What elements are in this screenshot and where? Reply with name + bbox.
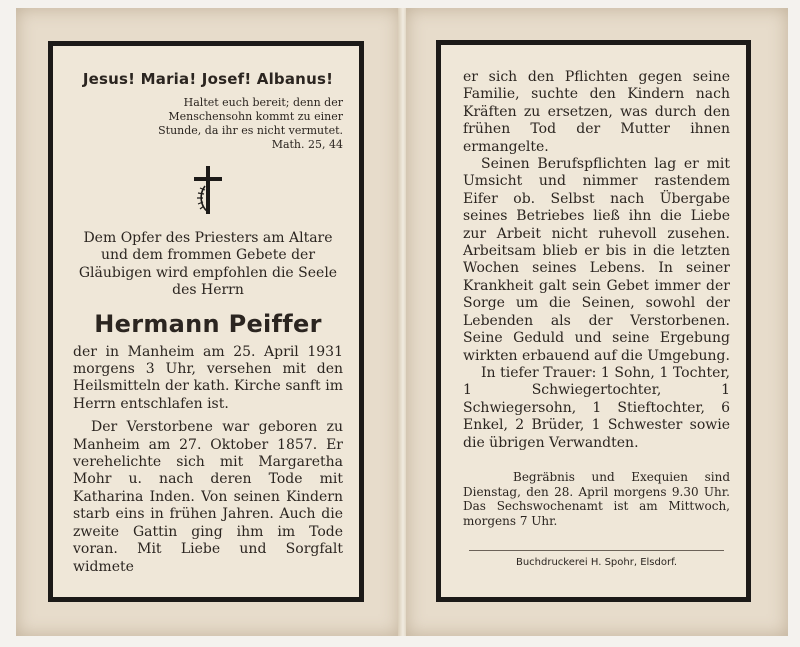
bible-verse xyxy=(73,96,343,152)
left-page xyxy=(16,8,400,636)
mourners-text: In tiefer Trauer: 1 Sohn, 1 Tochter, 1 Schwiegertochter, 1 Schwiegersohn, 1 Stieftochter, 6 Enkel, 2 Brüder, 1 Schwester sowie die übrigen Verwandten. xyxy=(463,364,730,451)
left-black-frame xyxy=(48,41,364,602)
verse-line: Menschensohn kommt zu einer xyxy=(168,110,343,123)
intro-text: Dem Opfer des Priesters am Altare und dem frommen Gebete der Gläubigen wird empfohlen die Seele des Herrn xyxy=(78,230,338,299)
left-content xyxy=(73,70,343,576)
funeral-notice: Begräbnis und Exequien sind Dienstag, den 28. April morgens 9.30 Uhr. Das Sechswochenamt ist am Mittwoch, morgens 7 Uhr. xyxy=(463,469,730,528)
death-text: der in Manheim am 25. April 1931 morgens 3 Uhr, versehen mit den Heilsmitteln der kath. Kirche sanft im Herrn entschlafen ist. xyxy=(73,343,343,412)
verse-line: Haltet euch bereit; denn der xyxy=(183,96,343,109)
printer-imprint: Buchdruckerei H. Spohr, Elsdorf. xyxy=(469,550,724,568)
right-content xyxy=(463,69,730,568)
verse-reference: Math. 25, 44 xyxy=(271,138,343,151)
right-black-frame xyxy=(436,40,751,602)
right-page xyxy=(406,8,788,636)
verse-line: Stunde, da ihr es nicht vermutet. xyxy=(158,124,343,137)
deceased-name: Hermann Peiffer xyxy=(94,309,322,338)
cross-with-palm-icon xyxy=(191,166,225,214)
biography-text: Der Verstorbene war geboren zu Manheim am 27. Oktober 1857. Er verehelichte sich mit Margaretha Mohr u. nach deren Tode mit Katharina Inden. Von seinen Kindern starb eins in frühen Jahren. Auch die zweite Gattin ging ihm im Tode voran. Mit Liebe und Sorgfalt widmete xyxy=(73,419,343,575)
work-text: Seinen Berufspflichten lag er mit Umsicht und nimmer rastendem Eifer ob. Selbst nach Übergabe seines Betriebes ließ ihn die Liebe zur Arbeit nicht ruhevoll zusehen. Arbeitsam blieb er bis in die letzten Wochen seines Lebens. In seiner Krankheit galt sein Gebet immer der Sorge um die Seinen, sowohl der Lebenden als der Verstorbenen. Seine Geduld und seine Ergebung wirkten erbauend auf die Umgebung. xyxy=(463,156,730,364)
motto: Jesus! Maria! Josef! Albanus! xyxy=(82,70,334,88)
family-duty-text: er sich den Pflichten gegen seine Familie, suchte den Kindern nach Kräften zu ersetzen, was durch den frühen Tod der Mutter ihnen ermangelte. xyxy=(463,69,730,155)
